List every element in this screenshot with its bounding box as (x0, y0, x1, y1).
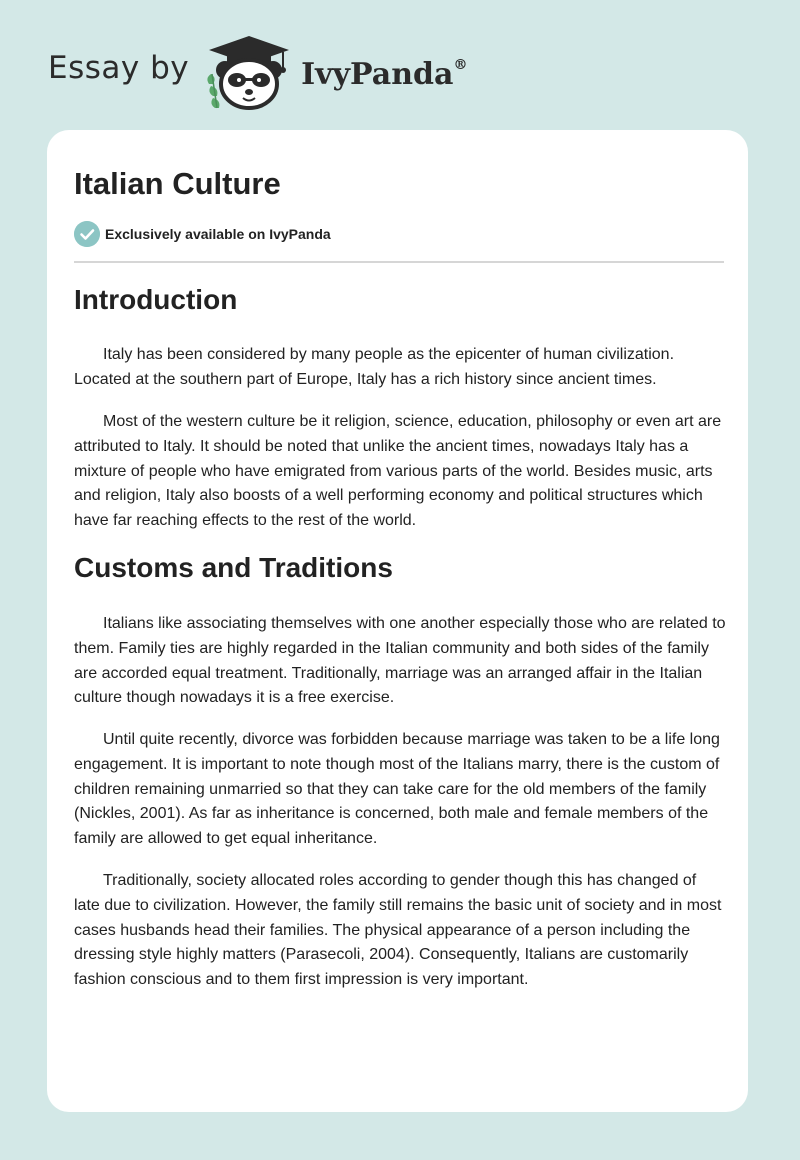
site-header (48, 34, 467, 110)
title-divider (74, 261, 724, 263)
panda-graduate-icon[interactable] (203, 34, 295, 110)
exclusive-badge-text: Exclusively available on IvyPanda (105, 226, 331, 242)
paragraph: Italy has been considered by many people as the epicenter of human civilization. Located at the southern part of Europe, Italy has a rich history since ancient times. (74, 346, 675, 388)
essay-by-label: Essay by (48, 50, 190, 86)
paragraph: Traditionally, society allocated roles according to gender though this has changed of late due to civilization. However, the family still remains the basic unit of society and in most cases husbands head their families. The physical appearance of a person including the dressing style highly matters (Parasecoli, 2004). Consequently, Italians are customarily fashion conscious and to them first impression is very important. (74, 872, 722, 989)
section-heading-customs-and-traditions: Customs and Traditions (74, 552, 393, 583)
page-title: Italian Culture (74, 166, 281, 201)
paragraph: Italians like associating themselves with one another especially those who are related to them. Family ties are highly regarded in the Italian community and both sides of the family are accorded equal treatment. Traditionally, marriage was an arranged affair in the Italian culture though nowadays it is a free exercise. (74, 615, 726, 707)
brand-name[interactable] (301, 57, 467, 92)
essay-card (47, 130, 748, 1112)
registered-mark: ® (453, 56, 468, 73)
check-circle-icon (74, 221, 100, 247)
section-heading-introduction: Introduction (74, 284, 238, 315)
paragraph: Until quite recently, divorce was forbidden because marriage was taken to be a life long engagement. It is important to note though most of the Italians marry, there is the custom of children remaining unmarried so that they can take care for the old members of the family (Nickles, 2001). As far as inheritance is concerned, both male and female members of the family are allowed to get equal inheritance. (74, 731, 720, 848)
brand-name-text: IvyPanda (301, 56, 454, 92)
exclusive-badge (74, 221, 331, 247)
paragraph: Most of the western culture be it religion, science, education, philosophy or even art are attributed to Italy. It should be noted that unlike the ancient times, nowadays Italy has a mixture of people who have emigrated from various parts of the world. Besides music, arts and religion, Italy also boosts of a well performing economy and political structures which have far reaching effects to the rest of the world. (74, 413, 722, 530)
